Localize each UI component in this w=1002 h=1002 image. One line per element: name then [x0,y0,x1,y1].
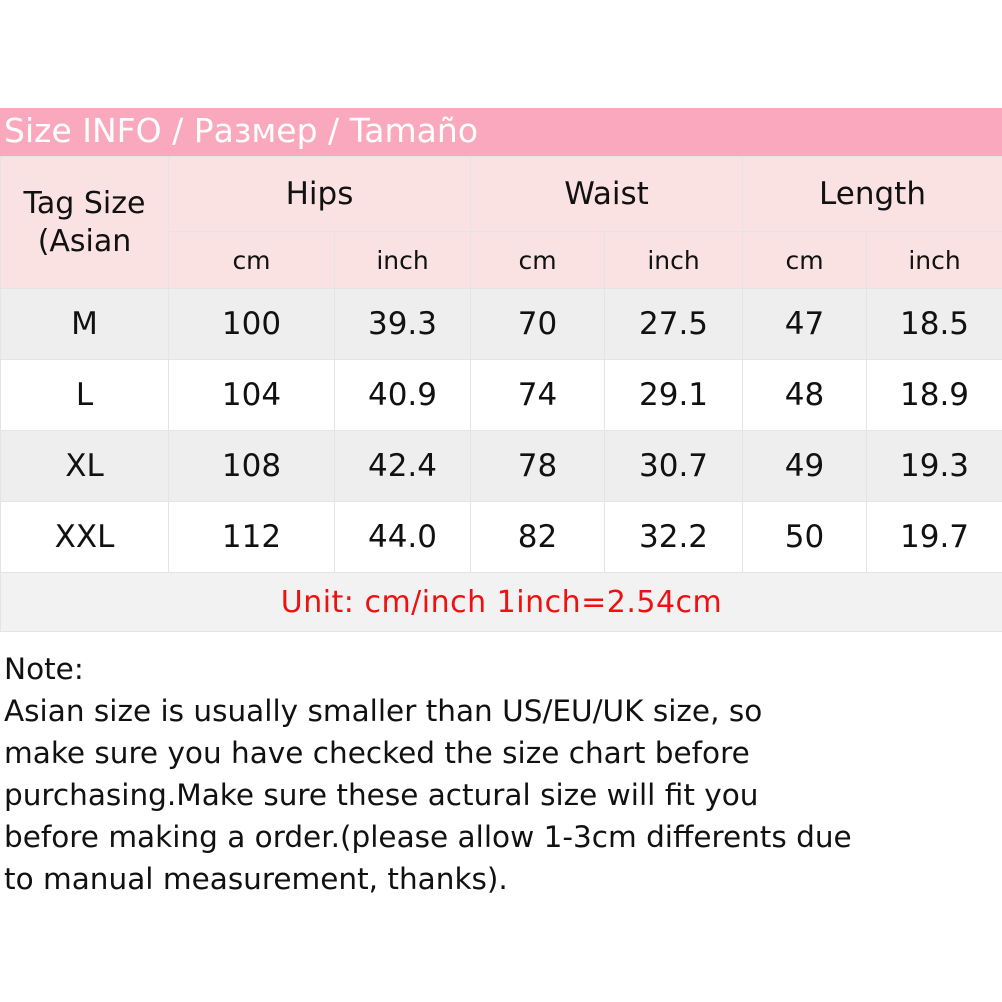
note-line: Asian size is usually smaller than US/EU/UK size, so [4,694,763,728]
header-length-inch: inch [867,232,1002,289]
note-label: Note: [4,652,84,686]
note-line: before making a order.(please allow 1-3cm differents due [4,820,852,854]
header-tag-size: Tag Size (Asian [1,157,169,289]
header-hips: Hips [169,157,471,232]
unit-note-row [1,573,1002,632]
cell-length-cm: 49 [743,431,867,502]
size-table [0,156,1002,632]
cell-length-inch: 18.9 [867,360,1002,431]
cell-hips-inch: 42.4 [335,431,471,502]
cell-hips-inch: 39.3 [335,289,471,360]
header-hips-cm: cm [169,232,335,289]
cell-hips-cm: 112 [169,502,335,573]
header-waist-inch: inch [605,232,743,289]
header-length: Length [743,157,1002,232]
cell-hips-inch: 44.0 [335,502,471,573]
cell-length-cm: 48 [743,360,867,431]
header-hips-inch: inch [335,232,471,289]
cell-waist-inch: 32.2 [605,502,743,573]
header-length-cm: cm [743,232,867,289]
note-line: to manual measurement, thanks). [4,862,508,896]
header-waist-cm: cm [471,232,605,289]
chart-title: Size INFO / Размер / Tamaño [0,108,1002,156]
header-waist: Waist [471,157,743,232]
unit-note: Unit: cm/inch 1inch=2.54cm [1,573,1002,632]
table-row [1,289,1002,360]
cell-waist-cm: 70 [471,289,605,360]
cell-waist-cm: 74 [471,360,605,431]
row-size-label: XXL [1,502,169,573]
row-size-label: XL [1,431,169,502]
row-size-label: M [1,289,169,360]
cell-length-inch: 18.5 [867,289,1002,360]
note-line: make sure you have checked the size chart before [4,736,750,770]
cell-waist-cm: 78 [471,431,605,502]
cell-hips-cm: 108 [169,431,335,502]
cell-waist-inch: 30.7 [605,431,743,502]
note-line: purchasing.Make sure these actural size will fit you [4,778,759,812]
table-row [1,360,1002,431]
cell-hips-cm: 100 [169,289,335,360]
table-row [1,431,1002,502]
note-block [0,640,1002,900]
cell-length-cm: 50 [743,502,867,573]
size-chart [0,108,1002,632]
table-row [1,502,1002,573]
row-size-label: L [1,360,169,431]
cell-waist-inch: 29.1 [605,360,743,431]
table-header-group-row [1,157,1002,232]
cell-length-cm: 47 [743,289,867,360]
cell-length-inch: 19.3 [867,431,1002,502]
cell-hips-cm: 104 [169,360,335,431]
cell-waist-cm: 82 [471,502,605,573]
cell-length-inch: 19.7 [867,502,1002,573]
cell-hips-inch: 40.9 [335,360,471,431]
cell-waist-inch: 27.5 [605,289,743,360]
